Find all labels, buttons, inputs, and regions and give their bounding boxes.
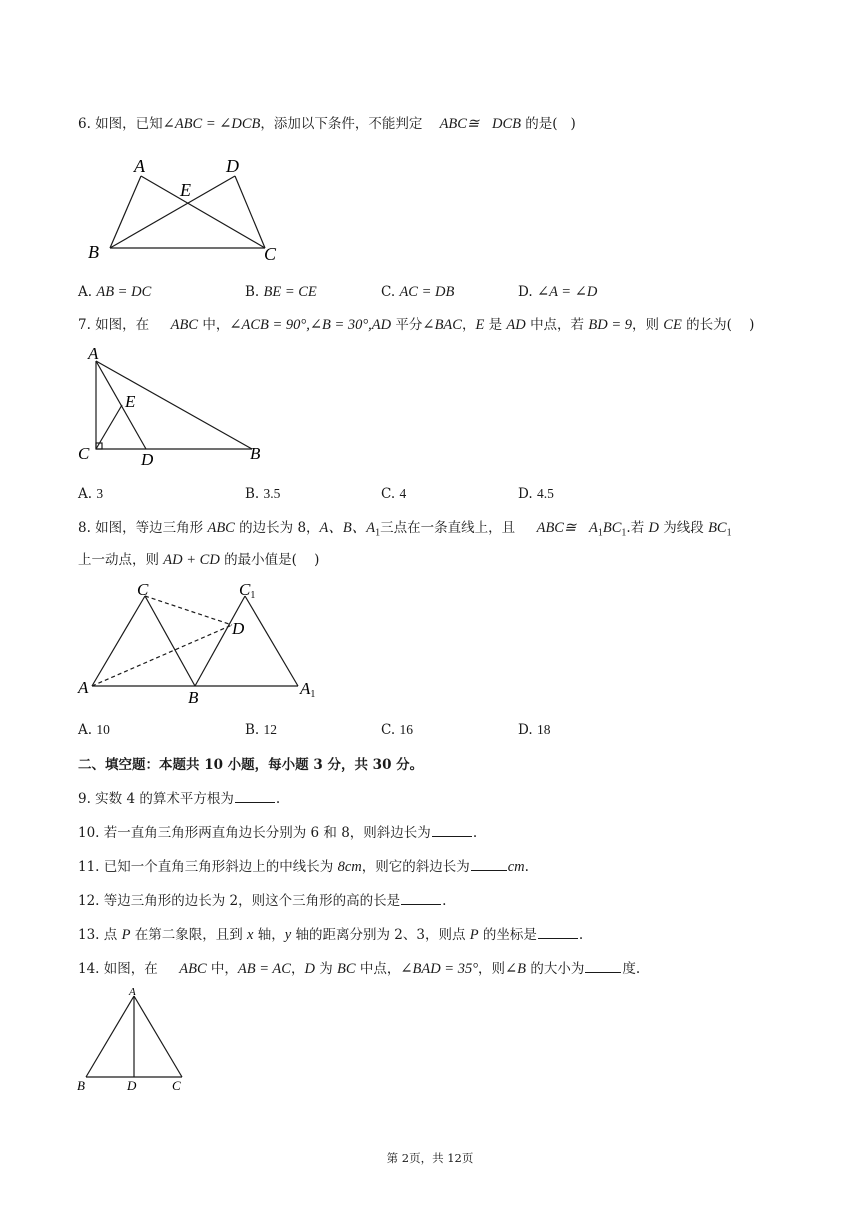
q8-option-b[interactable]: B. 12: [245, 722, 278, 738]
q8-stem-line1: 8. 如图，等边三角形 ABC 的边长为 8，A、B、$A_1$三点在一条直线上，且 ABC≅ $A_1BC_1$.若 D 为线段 $BC_1$: [78, 520, 732, 539]
q6-option-c[interactable]: C. AC = DB: [381, 284, 455, 300]
q6-label-e: E: [180, 180, 191, 200]
q7-option-c[interactable]: C. 4: [381, 486, 407, 502]
q8-option-a[interactable]: A. 10: [78, 722, 110, 738]
q6-label-a: A: [134, 156, 145, 176]
q8-option-d[interactable]: D. 18: [518, 722, 551, 738]
q14-label-b: B: [77, 1078, 85, 1093]
q8-option-c[interactable]: C. 16: [381, 722, 413, 738]
q14-figure: [74, 983, 194, 1093]
q7-option-b[interactable]: B. 3.5: [245, 486, 281, 502]
q9-stem: 9. 实数 4 的算术平方根为 .: [78, 791, 281, 807]
q8-label-d: D: [232, 619, 245, 638]
q7-stem: 7. 如图，在 ABC 中，∠ACB = 90°,∠B = 30°,AD 平分∠BAC，E 是 AD 中点，若 BD = 9，则 CE 的长为( ): [78, 317, 755, 333]
q6-stem: 6. 如图，已知∠ABC = ∠DCB，添加以下条件，不能判定 ABC≅ DCB 的是( ): [78, 116, 576, 132]
page-footer: 第 2页，共 12页: [386, 1151, 474, 1165]
q12-answer-blank[interactable]: [401, 891, 441, 905]
q11-stem: 11. 已知一个直角三角形斜边上的中线长为 8cm，则它的斜边长为 cm.: [78, 859, 529, 875]
q7-label-a: A: [88, 344, 99, 363]
q14-label-c: C: [172, 1078, 181, 1093]
q8-label-c1: C1: [239, 580, 256, 601]
q6-option-b[interactable]: B. BE = CE: [245, 284, 317, 300]
section-fill-in-heading: 二、填空题：本题共 10 小题，每小题 3 分，共 30 分。: [78, 757, 424, 773]
q8-stem-line2: 上一动点，则 AD + CD 的最小值是( ): [78, 552, 320, 568]
q6-option-d[interactable]: D. ∠A = ∠D: [518, 284, 598, 300]
q8-label-a: A: [78, 678, 89, 697]
q8-label-a1: A1: [300, 679, 316, 700]
q6-label-d: D: [226, 156, 239, 176]
q8-label-b: B: [188, 688, 199, 707]
q7-option-d[interactable]: D. 4.5: [518, 486, 554, 502]
q6-label-b: B: [88, 242, 99, 262]
q14-label-a: A: [129, 986, 136, 998]
q10-answer-blank[interactable]: [432, 823, 472, 837]
q6-label-c: C: [264, 244, 277, 264]
q7-option-a[interactable]: A. 3: [78, 486, 104, 502]
q14-answer-blank[interactable]: [585, 959, 621, 973]
q14-label-d: D: [127, 1078, 137, 1093]
q12-stem: 12. 等边三角形的边长为 2，则这个三角形的高的长是 .: [78, 893, 447, 909]
q7-label-d: D: [141, 450, 154, 468]
q6-figure: [82, 150, 292, 265]
q9-answer-blank[interactable]: [235, 789, 275, 803]
q7-label-b: B: [250, 444, 261, 463]
q8-label-c: C: [137, 580, 149, 599]
q13-stem: 13. 点 P 在第二象限，且到 x 轴，y 轴的距离分别为 2、3，则点 P 的坐标是 .: [78, 927, 584, 943]
q6-option-a[interactable]: A. AB = DC: [78, 284, 152, 300]
q8-figure: [76, 578, 326, 708]
q13-answer-blank[interactable]: [538, 925, 578, 939]
q10-stem: 10. 若一直角三角形两直角边长分别为 6 和 8，则斜边长为 .: [78, 825, 478, 841]
q14-stem: 14. 如图，在 ABC 中，AB = AC，D 为 BC 中点，∠BAD = 35°，则∠B 的大小为 度.: [78, 961, 641, 977]
q11-answer-blank[interactable]: [471, 857, 507, 871]
q7-label-c: C: [78, 444, 90, 463]
q7-figure: [76, 343, 276, 468]
q7-label-e: E: [125, 392, 136, 411]
